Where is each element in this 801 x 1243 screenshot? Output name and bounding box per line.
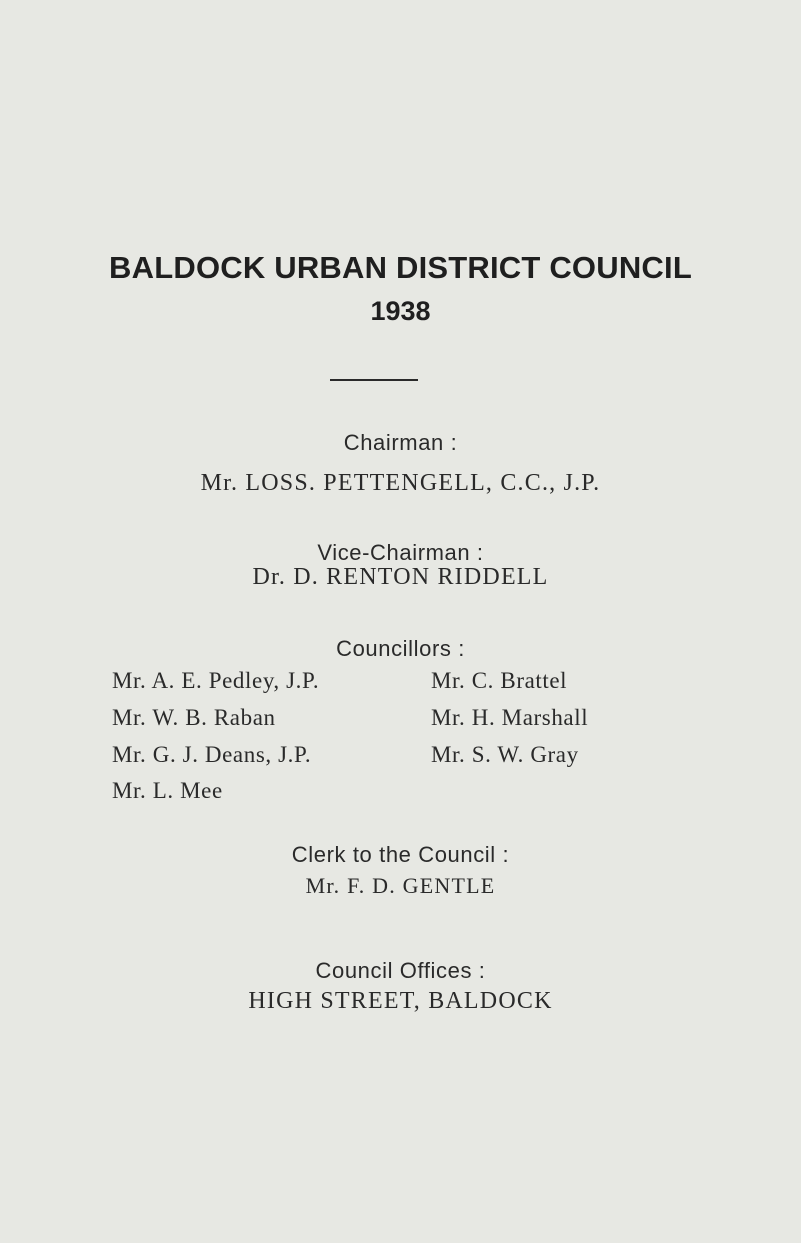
councillor-left-4: Mr. L. Mee (112, 778, 223, 803)
councillor-right-1: Mr. C. Brattel (431, 668, 568, 693)
divider-rule (330, 379, 418, 381)
clerk-name: Mr. F. D. GENTLE (305, 873, 496, 898)
year: 1938 (370, 296, 431, 326)
councillor-right-3: Mr. S. W. Gray (431, 742, 579, 767)
offices-address: HIGH STREET, BALDOCK (248, 988, 553, 1014)
council-title: BALDOCK URBAN DISTRICT COUNCIL (109, 250, 692, 285)
councillor-left-3: Mr. G. J. Deans, J.P. (112, 742, 312, 767)
councillor-right-2: Mr. H. Marshall (431, 705, 589, 730)
offices-label: Council Offices : (315, 958, 486, 983)
chairman-label: Chairman : (343, 430, 458, 455)
councillor-left-2: Mr. W. B. Raban (112, 705, 276, 730)
vice-chairman-label: Vice-Chairman : (317, 540, 484, 565)
councillor-left-1: Mr. A. E. Pedley, J.P. (112, 668, 320, 693)
councillors-label: Councillors : (336, 636, 465, 661)
vice-chairman-name: Dr. D. RENTON RIDDELL (252, 564, 549, 590)
chairman-name: Mr. LOSS. PETTENGELL, C.C., J.P. (200, 470, 601, 496)
clerk-label: Clerk to the Council : (291, 842, 510, 867)
